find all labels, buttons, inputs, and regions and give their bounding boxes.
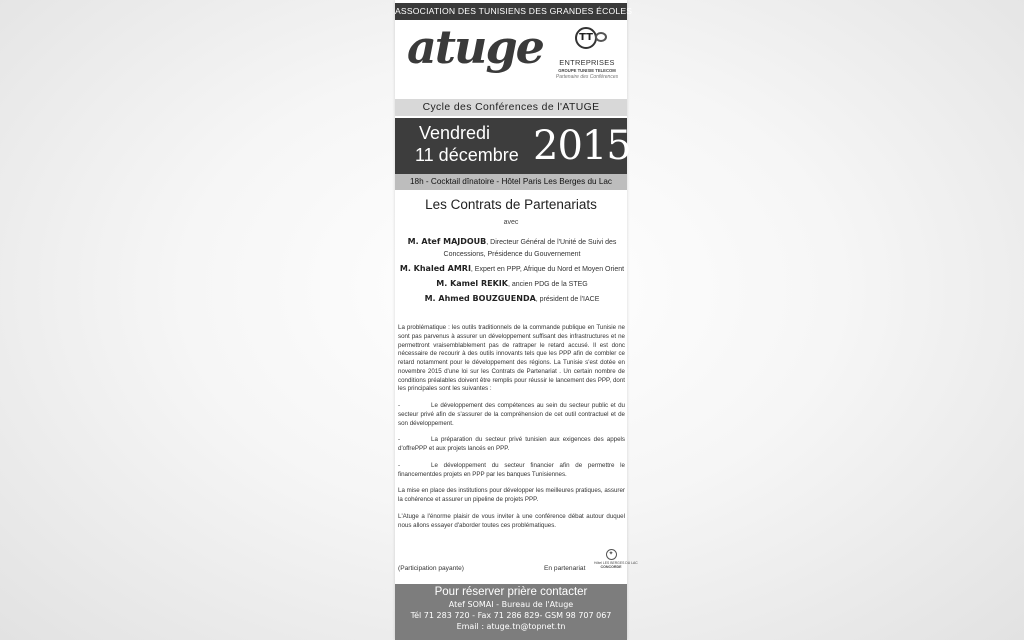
bullet-marker: -: [398, 461, 401, 469]
association-banner: ASSOCIATION DES TUNISIENS DES GRANDES ÉCOLES: [395, 3, 627, 20]
partner-role: Partenaire des Conférences: [555, 74, 619, 80]
speaker-list: [399, 236, 625, 308]
conference-title: Les Contrats de Partenariats: [425, 197, 597, 212]
cycle-banner: Cycle des Conférences de l'ATUGE: [395, 99, 627, 116]
intro-paragraph: La problématique : les outils traditionnels de la commande publique en Tunisie ne sont pas parvenus à assurer un développement suffisant des infrastructures et ne permettront vraisemblablement pas de rattraper le retard accusé. Il est donc nécessaire de recourir à des outils innovants tels que les PPP afin de combler ce retard notamment pour le développement des régions. La Tunisie s'est dotée en novembre 2015 d'une loi sur les Contrats de Partenariat . Un certain nombre de conditions préalables doivent être remplis pour réussir le lancement des PPP, dont les principales sont les suivantes :: [398, 324, 625, 393]
bullet-marker: -: [398, 402, 401, 409]
event-year: 2015: [533, 123, 631, 169]
atuge-logo: atuge: [407, 20, 543, 74]
bullet-item: [398, 436, 625, 454]
bullet-text: La préparation du secteur privé tunisien aux exigences des appels d'offrePPP et aux projets lancés en PPP.: [398, 436, 625, 452]
partner-group: GROUPE TUNISIE TELECOM: [558, 68, 616, 73]
speaker-name: M. Kamel REKIK: [436, 279, 508, 288]
speaker-item: [399, 293, 625, 306]
tt-logo-icon: [563, 27, 611, 51]
speaker-name: M. Khaled AMRI: [399, 264, 471, 273]
event-date: 11 décembre: [415, 145, 519, 165]
concorde-logo: [594, 549, 638, 569]
institutions-paragraph: La mise en place des institutions pour développer les meilleures pratiques, assurer la cohérence et assurer un pipeline de projets PPP.: [398, 487, 625, 503]
concorde-hotel-line: Hôtel LES BERGES DU LAC: [594, 561, 638, 565]
invitation-paragraph: L'Atuge a l'énorme plaisir de vous inviter à une conférence débat autour duquel nous allons essayer d'aborder toutes ces problématiques.: [398, 512, 625, 529]
partnership-label: En partenariat: [544, 565, 586, 572]
speaker-item: [399, 236, 625, 261]
speaker-role: , président de l'IACE: [535, 296, 600, 303]
bullet-item: [398, 402, 625, 428]
speaker-item: [399, 263, 625, 276]
concorde-brand: CONCORDE: [600, 565, 622, 569]
avec-label: avec: [503, 219, 519, 226]
bullet-marker: -: [398, 436, 401, 444]
bullet-item: [398, 462, 625, 480]
speaker-role: , ancien PDG de la STEG: [507, 281, 588, 288]
date-banner: [395, 118, 631, 174]
participation-note: (Participation payante): [398, 565, 464, 572]
tt-mark-text: TT: [575, 27, 597, 49]
tt-entreprises-logo: [550, 27, 624, 87]
speaker-name: M. Atef MAJDOUB: [407, 237, 487, 246]
contact-email[interactable]: Email : atuge.tn@topnet.tn: [456, 622, 566, 631]
event-day: Vendredi: [419, 123, 491, 143]
bullet-text: Le développement des compétences au sein du secteur public et du secteur privé afin de s'assurer de la compréhension de cet outil contractuel et de son développement.: [398, 402, 625, 427]
speaker-item: [399, 278, 625, 291]
venue-line: 18h - Cocktail dînatoire - Hôtel Paris Les Berges du Lac: [395, 174, 627, 190]
partner-name: ENTREPRISES: [559, 58, 615, 67]
contact-block: [395, 584, 627, 640]
body-text: [398, 324, 625, 538]
speaker-role: , Directeur Général de l'Unité de Suivi des Concessions, Présidence du Gouvernement: [443, 239, 617, 258]
bullet-text: Le développement du secteur financier afin de permettre le financementdes projets en PPP par les banques Tunisiennes.: [398, 461, 625, 478]
speaker-name: M. Ahmed BOUZGUENDA: [424, 294, 536, 303]
contact-person: Atef SOMAI - Bureau de l'Atuge: [448, 600, 574, 609]
contact-heading: Pour réserver prière contacter: [434, 586, 588, 598]
speaker-role: , Expert en PPP, Afrique du Nord et Moyen Orient: [470, 266, 625, 273]
tt-loop-shape: [595, 32, 607, 42]
contact-phones: Tél 71 283 720 - Fax 71 286 829- GSM 98 707 067: [410, 611, 612, 620]
concorde-seal-icon: ✦: [606, 549, 617, 560]
conference-flyer: [395, 0, 638, 640]
